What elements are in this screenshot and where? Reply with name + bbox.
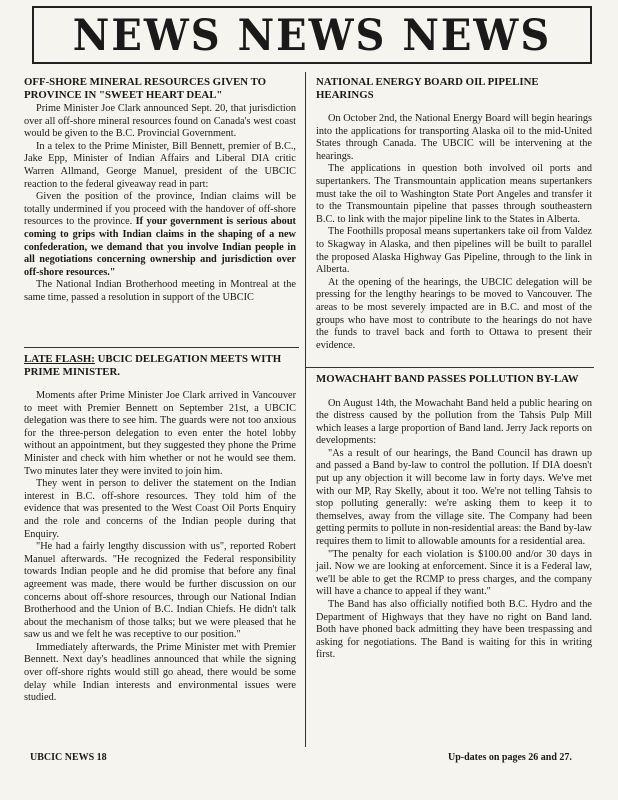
headline-offshore: OFF-SHORE MINERAL RESOURCES GIVEN TO PROVINCE IN "SWEET HEART DEAL" bbox=[24, 76, 266, 101]
late-flash-label: LATE FLASH: bbox=[24, 353, 95, 365]
paragraph: The applications in question both involved oil ports and supertankers. The Transmountain application means supertankers must take the oil to Washington State Port Angeles and transfer it to the Transmountain pipeline that passes through southeastern B.C. to link with the major pipeline link to the States in Alberta. bbox=[316, 163, 592, 225]
paragraph: "As a result of our hearings, the Band Council has drawn up and passed a Band by-law to control the pollution. If DIA doesn't put up any objection it will become law in forty days. We've met with our MP, Ray Skelly, about it too. We're not telling Tahsis to stop polluting generally: we're asking them to keep it to themselves, away from the village site. The Company had been getting permits to pollute in non-residential areas: the Band by-law requires them to limit to allowable amounts for a residential area. bbox=[316, 447, 592, 548]
column-divider bbox=[305, 72, 306, 747]
paragraph: Moments after Prime Minister Joe Clark arrived in Vancouver to meet with Premier Bennett on September 21st, a UBCIC delegation was there to see him. The guards were not too anxious for the three-person delegation to even enter the hotel lobby without an appointment, but they suggested they phone the Prime Minister and check with him whether or not he would see them. Two minutes later they were invited to join him. bbox=[24, 390, 296, 477]
paragraph: Immediately afterwards, the Prime Minister met with Premier Bennett. Next day's headlines announced that while the signing over off-shore rights would still go ahead, there would be some delay while Indian interests and environmental issues were studied. bbox=[24, 641, 296, 704]
paragraph: At the opening of the hearings, the UBCIC delegation will be pressing for the lengthy hearings to be moved to Vancouver. The areas to be most severely impacted are in B.C. and most of the groups who have most to contribute to the hearings do not have the funds to travel back and forth to Ottawa to present their evidence. bbox=[316, 276, 592, 351]
paragraph: "The penalty for each violation is $100.00 and/or 30 days in jail. Now we are looking at enforcement. Since it is a Federal law, we'll be able to get the RCMP to press charges, and the company will have a chance to appeal if they want." bbox=[316, 548, 592, 598]
article-late-flash bbox=[24, 353, 296, 705]
headline-late-flash bbox=[24, 353, 296, 378]
banner-title: NEWS NEWS NEWS bbox=[72, 9, 552, 61]
paragraph: Prime Minister Joe Clark announced Sept. 20, that jurisdiction over all off-shore mineral resources found on Canada's west coast would be given to the B.C. Provincial Government. bbox=[24, 103, 296, 140]
article-offshore-resources bbox=[24, 76, 296, 305]
paragraph bbox=[24, 191, 296, 279]
article-mowachaht bbox=[316, 373, 592, 662]
section-rule bbox=[24, 347, 299, 348]
headline-mowachaht: MOWACHAHT BAND PASSES POLLUTION BY-LAW bbox=[316, 373, 579, 385]
section-rule bbox=[306, 367, 594, 368]
footer-updates-note: Up-dates on pages 26 and 27. bbox=[448, 752, 572, 763]
paragraph: "He had a fairly lengthy discussion with us", reported Robert Manuel afterwards. "He recognized the Federal responsibility towards Indian people and he did promise that before any final agreement was made, there would be further discussion on our concerns about off-shore resources, through our National Indian Brotherhood and the Union of B.C. Indian Chiefs. He didn't talk about the mechanism of those talks; but we were pleased that he saw us and we felt he was receptive to our position." bbox=[24, 541, 296, 641]
paragraph: On October 2nd, the National Energy Board will begin hearings into the applications for transporting Alaska oil to the mid-United States through Canada. The UBCIC will be intervening at the hearings. bbox=[316, 113, 592, 162]
paragraph-text: Given the position of the province, Indian claims will be totally undermined if you proceed with the handover of off-shore resources to the province. bbox=[24, 191, 296, 228]
paragraph: On August 14th, the Mowachaht Band held a public hearing on the distress caused by the pollution from the Tahsis Pulp Mill which leases a large proportion of Band land. Jerry Jack reports on developments: bbox=[316, 397, 592, 447]
paragraph: The Foothills proposal means supertankers take oil from Valdez to Skagway in Alaska, and then pipelines will be built to parallel the proposed Alaska Highway Gas Pipeline, through to the link in Alberta. bbox=[316, 226, 592, 276]
headline-pipeline: NATIONAL ENERGY BOARD OIL PIPELINE HEARINGS bbox=[316, 76, 539, 101]
emphasized-demand: If your government is serious about coming to grips with Indian claims in the shaping of a new confederation, we demand that you involve Indian people in all negotiations concerning ownership and jurisdiction over off-shore resources." bbox=[24, 216, 296, 278]
paragraph: In a telex to the Prime Minister, Bill Bennett, premier of B.C., Jake Epp, Minister of Indian Affairs and Liberal DIA critic Warren Allmand, George Manuel, president of the UBCIC reaction to the federal giveaway read in part: bbox=[24, 140, 296, 190]
headline-text: UBCIC DELEGATION MEETS WITH PRIME MINISTER. bbox=[24, 353, 282, 378]
article-pipeline-hearings bbox=[316, 76, 592, 352]
paragraph: The National Indian Brotherhood meeting in Montreal at the same time, passed a resolution in support of the UBCIC bbox=[24, 279, 296, 303]
news-banner bbox=[32, 6, 592, 64]
paragraph: The Band has also officially notified both B.C. Hydro and the Department of Highways that they have no right on Band land. Both have phoned back admitting they have been trespassing and asking for negotiations. The Band is waiting for this in writing first. bbox=[316, 599, 592, 661]
footer-page-label: UBCIC NEWS 18 bbox=[30, 752, 107, 763]
paragraph: They went in person to deliver the statement on the Indian interest in B.C. off-shore resources. They told him of the evidence that was presented to the West Coast Oil Ports Enquiry and the role and concerns of the Indian people during that Enquiry. bbox=[24, 478, 296, 540]
